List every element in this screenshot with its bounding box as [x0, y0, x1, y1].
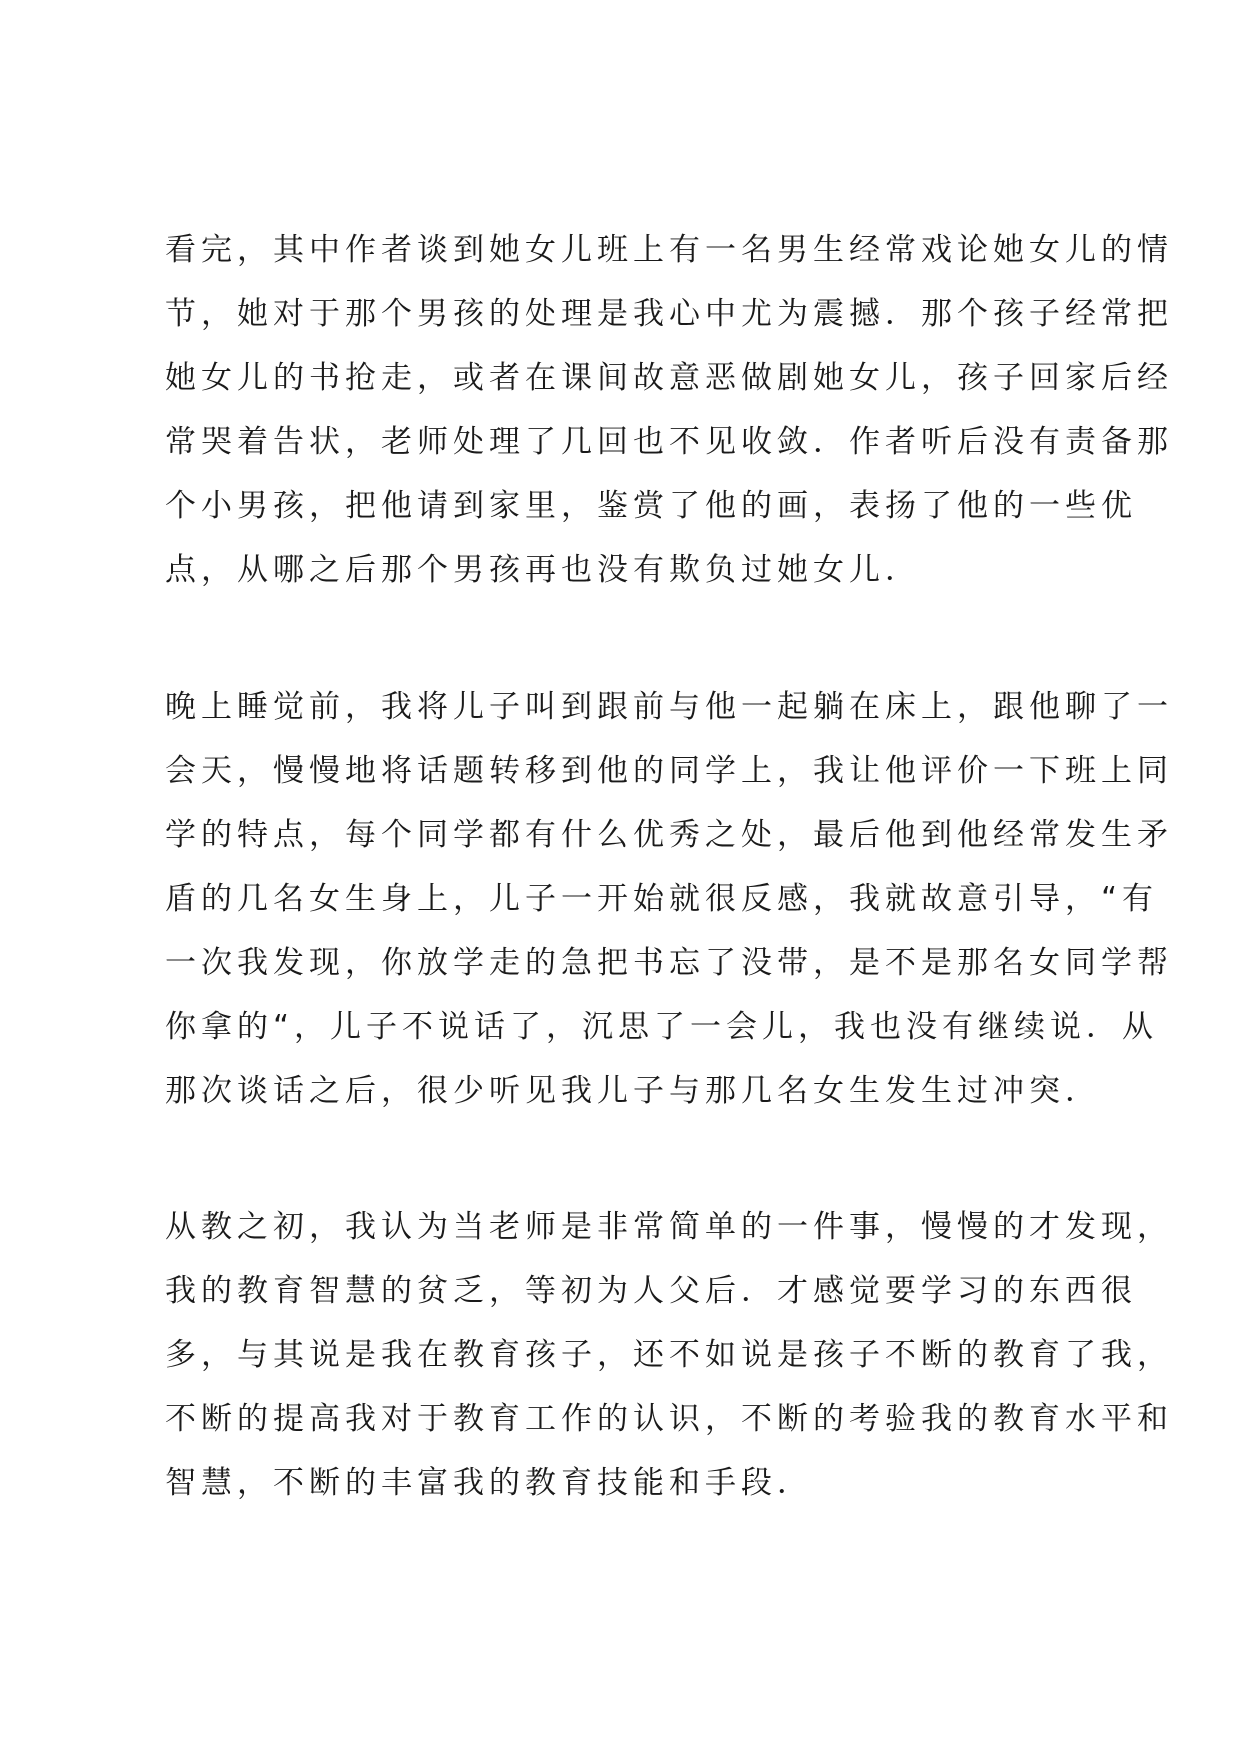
paragraph-line: 从教之初，我认为当老师是非常简单的一件事，慢慢的才发现， [165, 1209, 1173, 1245]
paragraph-line: 多，与其说是我在教育孩子，还不如说是孩子不断的教育了我， [165, 1337, 1173, 1373]
paragraph-line: 那次谈话之后，很少听见我儿子与那几名女生发生过冲突． [165, 1073, 1101, 1109]
paragraph-line: 你拿的“，儿子不说话了，沉思了一会儿，我也没有继续说．从 [165, 1009, 1159, 1045]
paragraph-line: 会天，慢慢地将话题转移到他的同学上，我让他评价一下班上同 [165, 753, 1173, 789]
paragraph-1 [165, 218, 1173, 602]
paragraph-line: 智慧，不断的丰富我的教育技能和手段． [165, 1465, 813, 1501]
paragraph-line: 她女儿的书抢走，或者在课间故意恶做剧她女儿，孩子回家后经 [165, 360, 1173, 396]
paragraph-line: 节，她对于那个男孩的处理是我心中尤为震撼．那个孩子经常把 [165, 296, 1173, 332]
paragraph-line: 一次我发现，你放学走的急把书忘了没带，是不是那名女同学帮 [165, 945, 1173, 981]
paragraph-line: 学的特点，每个同学都有什么优秀之处，最后他到他经常发生矛 [165, 817, 1173, 853]
paragraph-3 [165, 1195, 1173, 1515]
paragraph-2 [165, 675, 1173, 1123]
paragraph-line: 不断的提高我对于教育工作的认识，不断的考验我的教育水平和 [165, 1401, 1173, 1437]
paragraph-line: 我的教育智慧的贫乏，等初为人父后．才感觉要学习的东西很 [165, 1273, 1137, 1309]
paragraph-line: 个小男孩，把他请到家里，鉴赏了他的画，表扬了他的一些优 [165, 488, 1137, 524]
paragraph-line: 常哭着告状，老师处理了几回也不见收敛．作者听后没有责备那 [165, 424, 1173, 460]
paragraph-line: 看完，其中作者谈到她女儿班上有一名男生经常戏论她女儿的情 [165, 232, 1173, 268]
paragraph-line: 晚上睡觉前，我将儿子叫到跟前与他一起躺在床上，跟他聊了一 [165, 689, 1173, 725]
paragraph-line: 盾的几名女生身上，儿子一开始就很反感，我就故意引导，“有 [165, 881, 1159, 917]
paragraph-line: 点，从哪之后那个男孩再也没有欺负过她女儿． [165, 552, 921, 588]
